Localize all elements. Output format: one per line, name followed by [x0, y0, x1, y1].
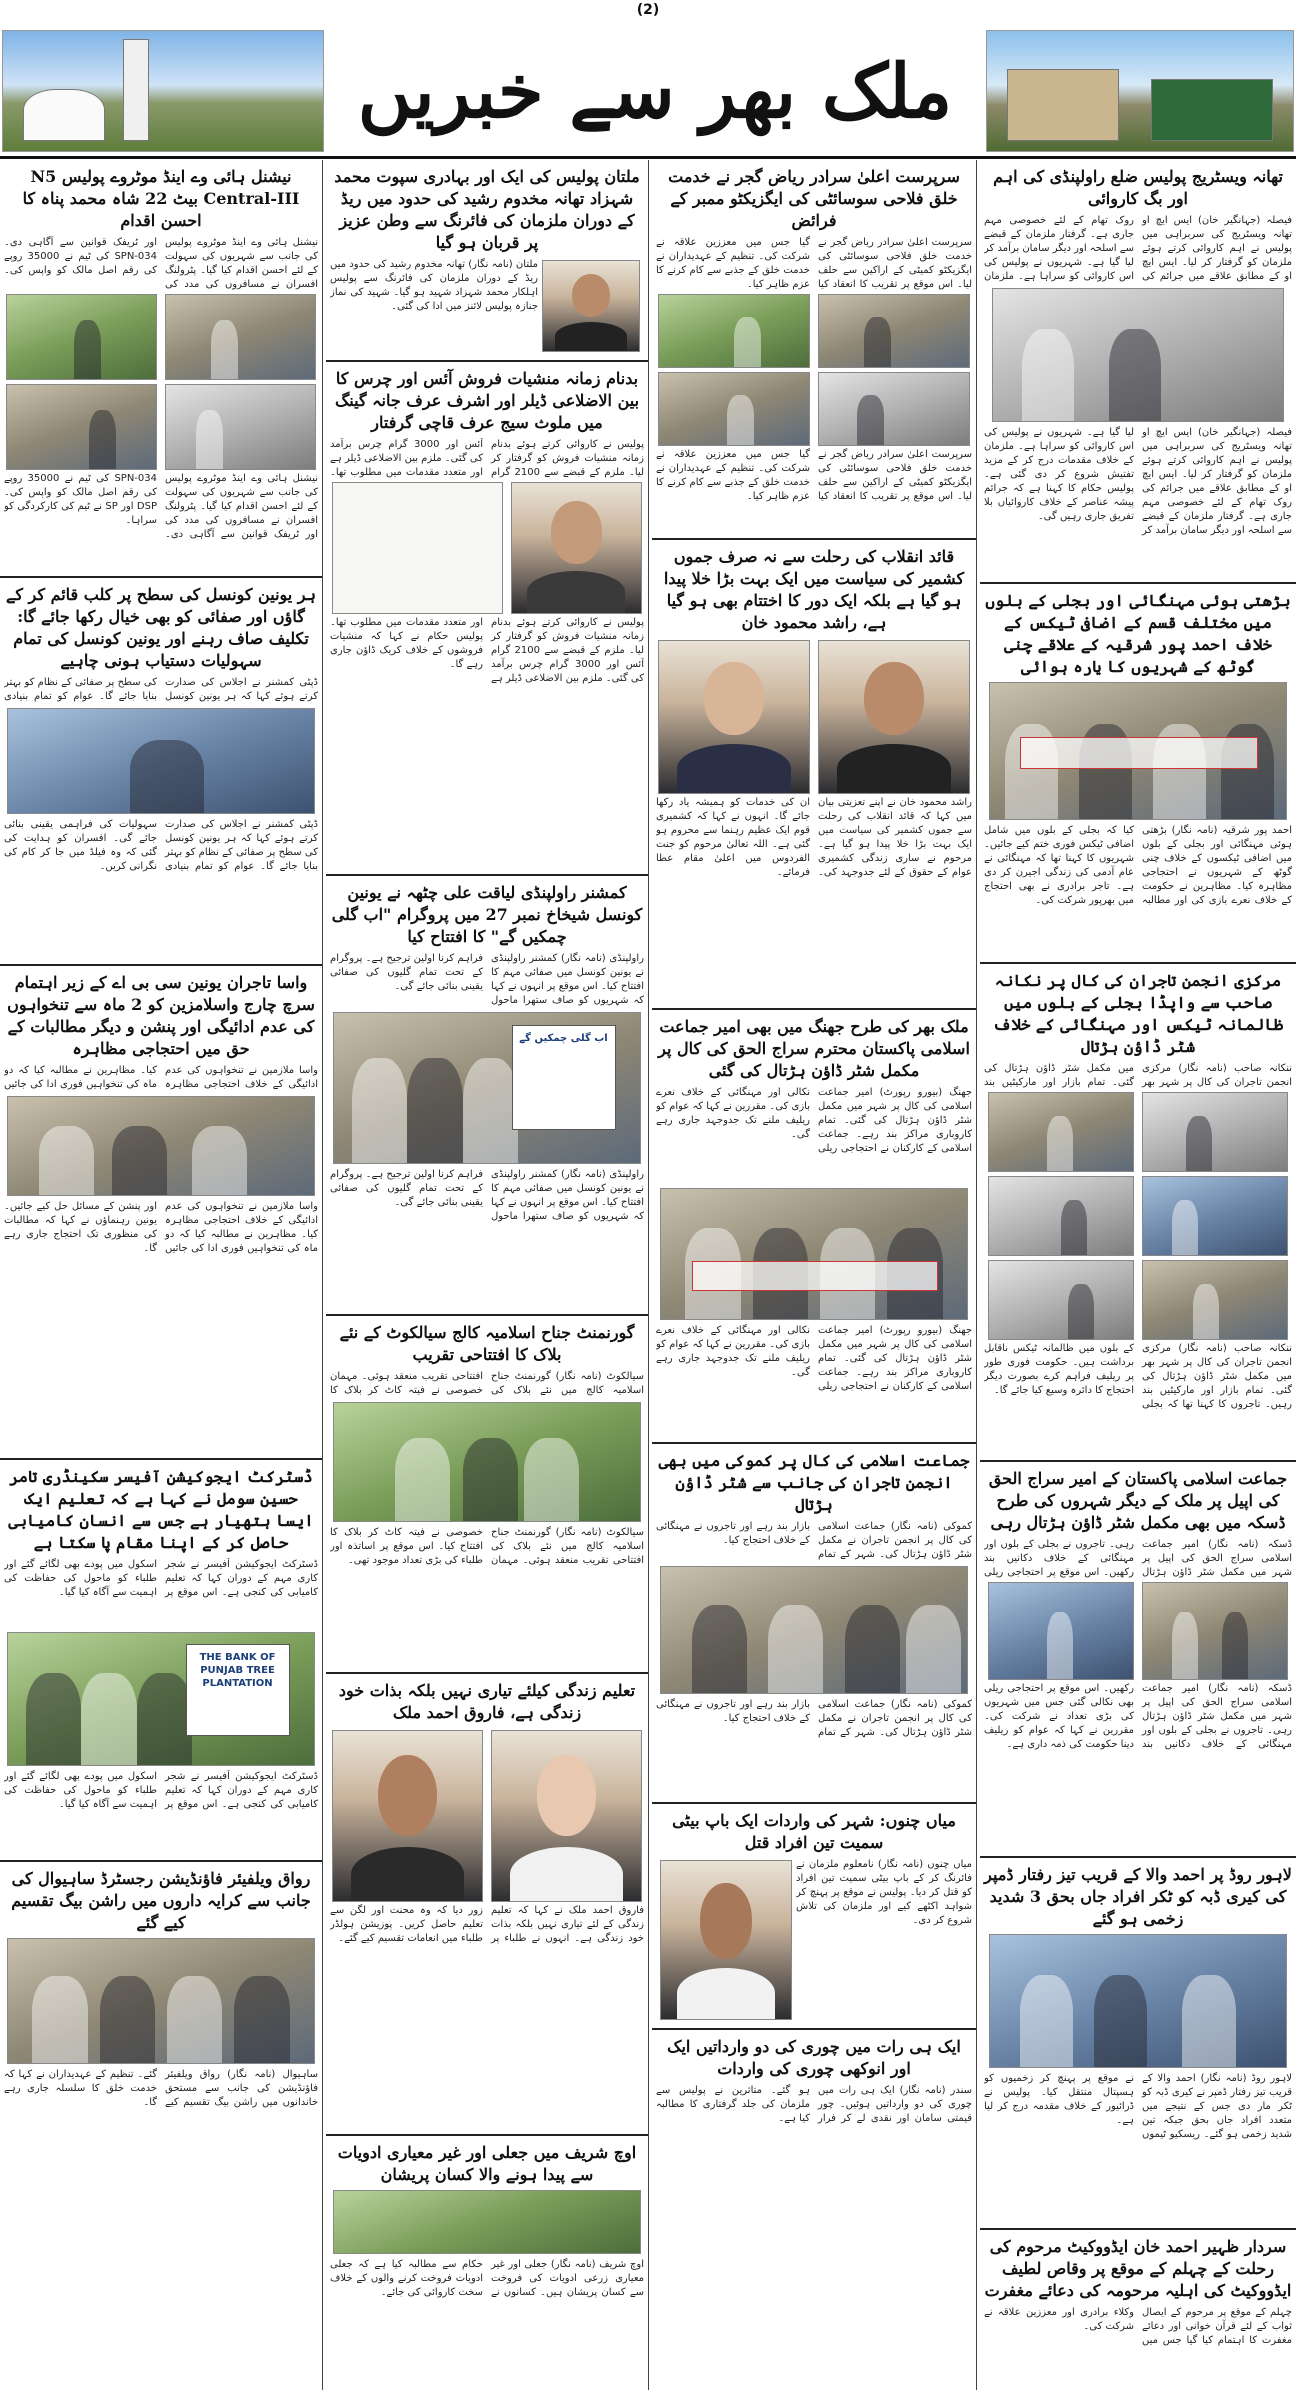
story-c1-2: [980, 584, 1296, 964]
story-c2-2: [652, 540, 976, 1010]
story-body: چہلم کے موقع پر مرحوم کے ایصال ثواب کے لئے قرآن خوانی اور دعائے مغفرت کا اہتمام کیا گیا جس میں وکلاء برادری اور معززین علاقہ نے شرکت کی۔: [984, 2307, 1292, 2346]
masthead-title: ملک بھر سے خبریں: [357, 49, 953, 135]
story-body: راولپنڈی (نامہ نگار) کمشنر راولپنڈی نے یونین کونسل میں صفائی مہم کا افتتاح کیا۔ اس موقع پر انہوں نے کہا کہ شہریوں کو صاف ستھرا ماحول فراہم کرنا اولین ترجیح ہے۔ پروگرام کے تحت تمام گلیوں کی صفائی یقینی بنائی جائے گی۔: [330, 953, 644, 1006]
story-c2-6: [652, 2030, 976, 2230]
story-photo: [1142, 1582, 1288, 1680]
story-body-cont: واسا ملازمین نے تنخواہوں کی عدم ادائیگی کے خلاف احتجاجی مظاہرہ کیا۔ مظاہرین نے مطالبہ کیا کہ دو ماہ کی تنخواہیں فوری ادا کی جائیں اور پنشن کے مسائل حل کیے جائیں۔ یونین رہنماؤں نے کہا کہ مطالبات کی منظوری تک احتجاج جاری رہے گا۔: [4, 1201, 318, 1254]
story-photo: [989, 682, 1287, 820]
story-body-cont: ڈسکہ (نامہ نگار) امیر جماعت اسلامی سراج الحق کی اپیل پر شہر میں مکمل شٹر ڈاؤن ہڑتال رہی۔ تاجروں نے بجلی کے بلوں اور مہنگائی کے خلاف دکانیں بند رکھیں۔ اس موقع پر احتجاجی ریلی بھی نکالی گئی جس میں شہریوں کی بڑی تعداد نے شرکت کی۔ مقررین نے کہا کہ عوام کو ریلیف دینا حکومت کی ذمہ داری ہے۔: [984, 1683, 1292, 1750]
headline: بدنام زمانہ منشیات فروش آئس اور چرس کا بین الاضلاعی ڈیلر اور اشرف عرف جانہ گینگ میں ملوث سیج عرف قاچی گرفتار: [334, 369, 640, 432]
portrait-photo: [818, 640, 970, 794]
headline: ملک بھر کی طرح جھنگ میں بھی امیر جماعت اسلامی پاکستان محترم سراج الحق کی کال پر مکمل شٹر ڈاؤن ہڑتال کی گئی: [658, 1017, 970, 1080]
story-c1-4: [980, 1462, 1296, 1858]
headline: تعلیم زندگی کیلئے تیاری نہیں بلکہ بذات خود زندگی ہے، فاروق احمد ملک: [338, 1681, 636, 1722]
story-photo: [658, 294, 810, 368]
headline: قائد انقلاب کی رحلت سے نہ صرف جموں کشمیر کی سیاست میں ایک بہت بڑا خلا پیدا ہو گیا ہے بلکہ ایک دور کا اختتام بھی ہو گیا ہے، راشد محمود خان: [663, 547, 965, 632]
headline: لاہور روڈ پر احمد والا کے قریب تیز رفتار ڈمپر کی کیری ڈبہ کو ٹکر افراد جاں بحق 3 شدید زخمی ہو گئے: [984, 1865, 1292, 1928]
story-c4-5: [0, 1862, 322, 2200]
story-photo: [6, 294, 157, 380]
story-photo: [7, 1096, 315, 1196]
headline: سردار ظہیر احمد خان ایڈووکیٹ مرحوم کی رحلت کے چہلم کے موقع پر وقاص لطیف ایڈووکیٹ کی اہلیہ مرحومہ کی دعائے مغفرت: [984, 2237, 1292, 2300]
portrait-photo: [491, 1730, 642, 1902]
story-c1-3: [980, 964, 1296, 1462]
story-c4-2: [0, 578, 322, 966]
story-body-cont: ڈسٹرکٹ ایجوکیشن آفیسر نے شجر کاری مہم کے دوران کہا کہ تعلیم کامیابی کی کنجی ہے۔ اس موقع پر اسکول میں پودے بھی لگائے گئے اور طلباء کو ماحول کی حفاظت کی اہمیت سے آگاہ کیا گیا۔: [4, 1771, 318, 1810]
story-body: فاروق احمد ملک نے کہا کہ تعلیم زندگی کے لئے تیاری نہیں بلکہ بذات خود زندگی ہے۔ انہوں نے طلباء پر زور دیا کہ وہ محنت اور لگن سے تعلیم حاصل کریں۔ پوزیشن ہولڈر طلباء میں انعامات تقسیم کیے گئے۔: [330, 1905, 644, 1944]
portrait-photo: [332, 1730, 483, 1902]
headline: مرکزی انجمن تاجران کی کال پر نکانہ صاحب سے واپڈا بجلی کے بلوں میں ظالمانہ ٹیکس اور مہنگائی کے خلاف شٹر ڈاؤن ہڑتال: [992, 971, 1284, 1056]
portrait-photo: [660, 1860, 792, 2020]
headline: سرپرست اعلیٰ سرادر ریاض گجر نے خدمت خلق فلاحی سوسائٹی کی ایگزیکٹو ممبر کے فرائض: [668, 167, 960, 230]
ceremony-plaque: اب گلی چمکیں گے: [512, 1025, 616, 1130]
story-photo: [988, 1582, 1134, 1680]
story-photo: [992, 288, 1284, 422]
story-photo: [818, 372, 970, 446]
story-body-cont: سیالکوٹ (نامہ نگار) گورنمنٹ جناح اسلامیہ کالج میں نئے بلاک کی افتتاحی تقریب منعقد ہوئی۔ مہمان خصوصی نے فیتہ کاٹ کر بلاک کا افتتاح کیا۔ اس موقع پر اساتذہ اور طلباء کی بڑی تعداد موجود تھی۔: [330, 1527, 644, 1566]
story-body: احمد پور شرقیہ (نامہ نگار) بڑھتی ہوئی مہنگائی اور بجلی کے بلوں میں اضافی ٹیکسوں کے خلاف چنی گوٹھ کے شہریوں نے احتجاجی مظاہرہ کیا۔ مظاہرین نے حکومت کے خلاف نعرے بازی کی اور مطالبہ کیا کہ بجلی کے بلوں میں شامل اضافی ٹیکس فوری ختم کیے جائیں۔ شہریوں کا کہنا تھا کہ مہنگائی نے عام آدمی کی زندگی اجیرن کر دی ہے۔ تاجر برادری نے بھی احتجاج میں بھرپور شرکت کی۔: [984, 825, 1292, 906]
story-body: فیصلہ (جہانگیر خان) ایس ایچ او تھانہ ویسٹریج کی سربراہی میں پولیس نے اہم کاروائی کرتے ہوئے ملزمان کو گرفتار کر لیا۔ ایس ایچ او کے مطابق علاقے میں جرائم کی روک تھام کے لئے خصوصی مہم جاری ہے۔ گرفتار ملزمان کے قبضے سے اسلحہ اور دیگر سامان برآمد کر لیا گیا ہے۔ شہریوں نے پولیس کی اس کاروائی کو سراہا ہے۔ ملزمان: [984, 215, 1292, 282]
story-body-cont: جھنگ (بیورو رپورٹ) امیر جماعت اسلامی کی کال پر شہر میں مکمل شٹر ڈاؤن ہڑتال کی گئی۔ تمام کاروباری مراکز بند رہے۔ جماعت اسلامی کے کارکنان نے احتجاجی ریلی نکالی اور مہنگائی کے خلاف نعرے بازی کی۔ مقررین نے کہا کہ عوام کو ریلیف ملنے تک جدوجہد جاری رہے گی۔: [656, 1325, 972, 1392]
story-body: ملتان (نامہ نگار) تھانہ مخدوم رشید کی حدود میں ریڈ کے دوران ملزمان کی فائرنگ سے پولیس اہلکار محمد شہزاد شہید ہو گیا۔ شہید کی نماز جنازہ پولیس لائنز میں ادا کی گئی۔: [330, 259, 538, 312]
story-c4-4: [0, 1460, 322, 1862]
masthead-right-photo: [986, 30, 1294, 152]
document-photo: [332, 482, 503, 614]
story-body-cont: سرپرست اعلیٰ سرادر ریاض گجر نے خدمت خلق فلاحی سوسائٹی کی ایگزیکٹو کمیٹی کے اراکین سے حلف لیا۔ اس موقع پر تقریب کا انعقاد کیا گیا جس میں معززین علاقہ نے شرکت کی۔ تنظیم کے عہدیداران نے خدمت خلق کے جذبے سے کام کرنے کا عزم ظاہر کیا۔: [656, 449, 972, 502]
headline: نیشنل ہائی وے اینڈ موٹروے پولیس N5 Central-III بیٹ 22 شاہ محمد پناہ کا احسن اقدام: [22, 167, 300, 230]
portrait-photo: [542, 260, 640, 352]
page-number: (2): [636, 2, 660, 18]
headline: واسا تاجران یونین سی بی اے کے زیر اہتمام سرچ چارج واسلامزین کو 2 ماہ سے تنخواہوں کی عدم ادائیگی اور پنشن و دیگر مطالبات کے حق میں احتجاجی مظاہرہ: [7, 973, 315, 1058]
story-body-cont: فیصلہ (جہانگیر خان) ایس ایچ او تھانہ ویسٹریج کی سربراہی میں پولیس نے اہم کاروائی کرتے ہوئے ملزمان کو گرفتار کر لیا۔ ایس ایچ او کے مطابق علاقے میں جرائم کی روک تھام کے لئے خصوصی مہم جاری ہے۔ گرفتار ملزمان کے قبضے سے اسلحہ اور دیگر سامان برآمد کر لیا گیا ہے۔ شہریوں نے پولیس کی اس کاروائی کو سراہا ہے۔ ملزمان کے خلاف مقدمات درج کر کے مزید تفتیش شروع کر دی گئی ہے۔ پولیس حکام کا کہنا ہے کہ جرائم پیشہ عناصر کے خلاف کاروائیاں بلا تفریق جاری رہیں گی۔: [984, 427, 1292, 536]
story-photo: [989, 1934, 1287, 2068]
news-columns: [0, 160, 1296, 2390]
story-photo: [1142, 1176, 1288, 1256]
story-c2-5: [652, 1804, 976, 2030]
headline: میاں چنوں: شہر کی واردات ایک باپ بیٹی سمیت تین افراد قتل: [672, 1811, 956, 1852]
story-body: ڈپٹی کمشنر نے اجلاس کی صدارت کرتے ہوئے کہا کہ ہر یونین کونسل کی سطح پر صفائی کے نظام کو بہتر بنایا جائے گا۔ عوام کو تمام بنیادی: [4, 677, 318, 702]
story-body: ڈسٹرکٹ ایجوکیشن آفیسر نے شجر کاری مہم کے دوران کہا کہ تعلیم کامیابی کی کنجی ہے۔ اس موقع پر اسکول میں پودے بھی لگائے گئے اور طلباء کو ماحول کی حفاظت کی اہمیت سے آگاہ کیا گیا۔: [4, 1559, 318, 1598]
story-body: میاں چنوں (نامہ نگار) نامعلوم ملزمان نے فائرنگ کر کے باپ بیٹی سمیت تین افراد کو قتل کر دیا۔ پولیس نے موقع پر پہنچ کر شواہد اکٹھے کیے اور ملزمان کی تلاش شروع کر دی۔: [796, 1859, 972, 1926]
story-body-cont: ننکانہ صاحب (نامہ نگار) مرکزی انجمن تاجران کی کال پر شہر بھر میں مکمل شٹر ڈاؤن ہڑتال کی گئی۔ تمام بازار اور مارکیٹیں بند رہیں۔ تاجروں کا کہنا تھا کہ بجلی کے بلوں میں ظالمانہ ٹیکس ناقابل برداشت ہیں۔ حکومت فوری طور پر ریلیف فراہم کرے بصورت دیگر احتجاج کا دائرہ وسیع کیا جائے گا۔: [984, 1343, 1292, 1410]
story-body: نیشنل ہائی وے اینڈ موٹروے پولیس کی جانب سے شہریوں کی سہولت کے لئے احسن اقدام کیا گیا۔ پٹرولنگ افسران نے مسافروں کی مدد کی اور ٹریفک قوانین سے آگاہی دی۔ SPN-034 کی ٹیم نے 35000 روپے کی رقم اصل مالک کو واپس کی۔: [4, 237, 318, 290]
story-c1-6: [980, 2230, 1296, 2390]
story-body: سرپرست اعلیٰ سرادر ریاض گجر نے خدمت خلق فلاحی سوسائٹی کی ایگزیکٹو کمیٹی کے اراکین سے حلف لیا۔ اس موقع پر تقریب کا انعقاد کیا گیا جس میں معززین علاقہ نے شرکت کی۔ تنظیم کے عہدیداران نے خدمت خلق کے جذبے سے کام کرنے کا عزم ظاہر کیا۔: [656, 237, 972, 290]
story-photo: [660, 1188, 968, 1320]
story-photo: [165, 294, 316, 380]
story-c4-3: [0, 966, 322, 1460]
story-c3-5: [326, 1674, 648, 2136]
headline: تھانہ ویسٹریج پولیس ضلع راولپنڈی کی اہم اور بگ کاروائی: [993, 167, 1283, 208]
story-body-cont: پولیس نے کاروائی کرتے ہوئے بدنام زمانہ منشیات فروش کو گرفتار کر لیا۔ ملزم کے قبضے سے 2100 گرام آئس اور 3000 گرام چرس برآمد کی گئی۔ ملزم بین الاضلاعی ڈیلر ہے اور متعدد مقدمات میں مطلوب تھا۔ پولیس حکام نے کہا کہ منشیات فروشوں کے خلاف کریک ڈاؤن جاری رہے گا۔: [330, 617, 644, 684]
story-photo: [333, 1402, 641, 1522]
headline: جماعت اسلامی پاکستان کے امیر سراج الحق کی اپیل پر ملک کے دیگر شہروں کی طرح ڈسکہ میں بھی مکمل شٹر ڈاؤن ہڑتال رہی: [988, 1469, 1288, 1532]
story-body: راشد محمود خان نے اپنے تعزیتی بیان میں کہا کہ قائد انقلاب کی رحلت سے جموں کشمیر کی سیاست میں ایک بہت بڑا خلا پیدا ہو گیا ہے۔ مرحوم نے ساری زندگی کشمیری عوام کے حقوق کے لئے جدوجہد کی۔ ان کی خدمات کو ہمیشہ یاد رکھا جائے گا۔ انہوں نے کہا کہ کشمیری قوم ایک عظیم رہنما سے محروم ہو گئی ہے۔ اللہ تعالیٰ مرحوم کو جنت الفردوس میں اعلیٰ مقام عطا فرمائے۔: [656, 797, 972, 878]
story-body: ساہیوال (نامہ نگار) رواق ویلفیئر فاؤنڈیشن کی جانب سے مستحق خاندانوں میں راشن بیگ تقسیم کیے گئے۔ تنظیم کے عہدیداران نے کہا کہ خدمت خلق کا سلسلہ جاری رہے گا۔: [4, 2069, 318, 2108]
story-photo: [988, 1092, 1134, 1172]
column-3: [326, 160, 649, 2390]
story-photo: [333, 2190, 641, 2254]
column-2: [652, 160, 977, 2390]
story-c3-6: [326, 2136, 648, 2390]
story-photo: [165, 384, 316, 470]
headline: ہر یونین کونسل کی سطح پر کلب قائم کر کے گاؤں اور صفائی کو بھی خیال رکھا جائے گا: تکلیف صاف رہنے اور یونین کونسل کی تمام سہولیات دستیاب ہونی چاہیے: [5, 585, 317, 670]
headline: جماعت اسلامی کی کال پر کموکی میں بھی انجمن تاجران کی جانب سے شٹر ڈاؤن ہڑتال: [658, 1451, 970, 1514]
story-photo: [818, 294, 970, 368]
bank-banner: THE BANK OF PUNJAB TREE PLANTATION: [186, 1644, 290, 1736]
masthead-left-photo: [2, 30, 324, 152]
story-body-cont: نیشنل ہائی وے اینڈ موٹروے پولیس کی جانب سے شہریوں کی سہولت کے لئے احسن اقدام کیا گیا۔ پٹرولنگ افسران نے مسافروں کی مدد کی اور ٹریفک قوانین سے آگاہی دی۔ SPN-034 کی ٹیم نے 35000 روپے کی رقم اصل مالک کو واپس کی۔ DSP اور SP نے ٹیم کی کارکردگی کو سراہا۔: [4, 473, 318, 540]
story-body: ڈسکہ (نامہ نگار) امیر جماعت اسلامی سراج الحق کی اپیل پر شہر میں مکمل شٹر ڈاؤن ہڑتال رہی۔ تاجروں نے بجلی کے بلوں اور مہنگائی کے خلاف دکانیں بند رکھیں۔ اس موقع پر احتجاجی ریلی: [984, 1539, 1292, 1578]
story-body-cont: راولپنڈی (نامہ نگار) کمشنر راولپنڈی نے یونین کونسل میں صفائی مہم کا افتتاح کیا۔ اس موقع پر انہوں نے کہا کہ شہریوں کو صاف ستھرا ماحول فراہم کرنا اولین ترجیح ہے۔ پروگرام کے تحت تمام گلیوں کی صفائی یقینی بنائی جائے گی۔: [330, 1169, 644, 1222]
story-c1-1: [980, 160, 1296, 584]
story-c3-2: [326, 362, 648, 876]
story-body: لاہور روڈ (نامہ نگار) احمد والا کے قریب تیز رفتار ڈمپر نے کیری ڈبہ کو ٹکر مار دی جس کے نتیجے میں متعدد افراد جاں بحق جبکہ تین شدید زخمی ہو گئے۔ ریسکیو ٹیموں نے موقع پر پہنچ کر زخمیوں کو ہسپتال منتقل کیا۔ پولیس نے ڈرائیور کے خلاف مقدمہ درج کر لیا ہے۔: [984, 2073, 1292, 2140]
story-photo: [988, 1260, 1134, 1340]
story-body: کموکی (نامہ نگار) جماعت اسلامی کی کال پر انجمن تاجران نے مکمل شٹر ڈاؤن ہڑتال کی۔ شہر کے تمام بازار بند رہے اور تاجروں نے مہنگائی کے خلاف احتجاج کیا۔: [656, 1521, 972, 1560]
headline: گورنمنٹ جناح اسلامیہ کالج سیالکوٹ کے نئے بلاک کا افتتاحی تقریب: [339, 1323, 635, 1364]
story-photo: [333, 1012, 641, 1164]
story-photo: [7, 1938, 315, 2064]
portrait-photo: [658, 640, 810, 794]
story-body: سیالکوٹ (نامہ نگار) گورنمنٹ جناح اسلامیہ کالج میں نئے بلاک کی افتتاحی تقریب منعقد ہوئی۔ مہمان خصوصی نے فیتہ کاٹ کر بلاک کا: [330, 1371, 644, 1396]
column-4: [0, 160, 323, 2390]
headline: کمشنر راولپنڈی لیاقت علی چٹھہ نے یونین کونسل شیخاخ نمبر 27 میں پروگرام "اب گلی چمکیں گے" کا افتتاح کیا: [331, 883, 643, 946]
story-photo: [660, 1566, 968, 1694]
story-body: ننکانہ صاحب (نامہ نگار) مرکزی انجمن تاجران کی کال پر شہر بھر میں مکمل شٹر ڈاؤن ہڑتال کی گئی۔ تمام بازار اور مارکیٹیں بند: [984, 1063, 1292, 1088]
story-c1-5: [980, 1858, 1296, 2230]
story-photo: [1142, 1260, 1288, 1340]
headline: ملتان پولیس کی ایک اور بہادری سپوت محمد شہزاد تھانہ مخدوم رشید کی حدود میں ریڈ کے دوران ملزمان کی فائرنگ سے وطن عزیز پر قربان ہو گیا: [334, 167, 640, 252]
portrait-photo: [511, 482, 642, 614]
headline: اوچ شریف میں جعلی اور غیر معیاری ادویات سے پیدا ہونے والا کسان پریشان: [337, 2143, 637, 2184]
headline: ڈسٹرکٹ ایجوکیشن آفیسر سکینڈری تامر حسین سومل نے کہا ہے کہ تعلیم ایک ایسا ہتھیار ہے جس سے انسان کامیابی حاصل کر کے اپنا مقام پا سکتا ہے: [8, 1467, 314, 1552]
story-body: پولیس نے کاروائی کرتے ہوئے بدنام زمانہ منشیات فروش کو گرفتار کر لیا۔ ملزم کے قبضے سے 2100 گرام آئس اور 3000 گرام چرس برآمد کی گئی۔ ملزم بین الاضلاعی ڈیلر ہے اور متعدد مقدمات میں مطلوب تھا۔: [330, 439, 644, 478]
story-photo: [6, 384, 157, 470]
headline: ایک ہی رات میں چوری کی دو وارداتیں ایک اور انوکھی چوری کی واردات: [667, 2037, 961, 2078]
story-photo: [658, 372, 810, 446]
story-c2-3: [652, 1010, 976, 1444]
headline: بڑھتی ہوئی مہنگائی اور بجلی کے بلوں میں مختلف قسم کے اضافی ٹیکس کے خلاف احمد پور شرقیہ کے علاقے چنی گوٹھ کے شہریوں کا یارہ ہوائی: [985, 591, 1291, 676]
story-photo: [988, 1176, 1134, 1256]
masthead: [0, 24, 1296, 159]
story-photo: [7, 708, 315, 814]
story-c2-4: [652, 1444, 976, 1804]
story-body: سندر (نامہ نگار) ایک ہی رات میں چوری کی دو وارداتیں ہوئیں۔ چور قیمتی سامان اور نقدی لے کر فرار ہو گئے۔ متاثرین نے پولیس سے ملزمان کی جلد گرفتاری کا مطالبہ کیا ہے۔: [656, 2085, 972, 2124]
story-photo: [1142, 1092, 1288, 1172]
story-c3-4: [326, 1316, 648, 1674]
story-c4-1: [0, 160, 322, 578]
story-body: اوچ شریف (نامہ نگار) جعلی اور غیر معیاری زرعی ادویات کی فروخت سے کسان پریشان ہیں۔ کسانوں نے حکام سے مطالبہ کیا ہے کہ جعلی ادویات فروخت کرنے والوں کے خلاف سخت کاروائی کی جائے۔: [330, 2259, 644, 2298]
story-photo: [7, 1632, 315, 1766]
column-1: [980, 160, 1296, 2390]
story-c3-1: [326, 160, 648, 362]
headline: رواق ویلفیئر فاؤنڈیشن رجسٹرڈ ساہیوال کی جانب سے کرایہ داروں میں راشن بیگ تقسیم کیے گئے: [11, 1869, 311, 1932]
story-body: واسا ملازمین نے تنخواہوں کی عدم ادائیگی کے خلاف احتجاجی مظاہرہ کیا۔ مظاہرین نے مطالبہ کیا کہ دو ماہ کی تنخواہیں فوری ادا کی جائیں: [4, 1065, 318, 1090]
story-c3-3: [326, 876, 648, 1316]
story-c2-1: [652, 160, 976, 540]
story-body-cont: کموکی (نامہ نگار) جماعت اسلامی کی کال پر انجمن تاجران نے مکمل شٹر ڈاؤن ہڑتال کی۔ شہر کے تمام بازار بند رہے اور تاجروں نے مہنگائی کے خلاف احتجاج کیا۔: [656, 1699, 972, 1738]
story-body: جھنگ (بیورو رپورٹ) امیر جماعت اسلامی کی کال پر شہر میں مکمل شٹر ڈاؤن ہڑتال کی گئی۔ تمام کاروباری مراکز بند رہے۔ جماعت اسلامی کے کارکنان نے احتجاجی ریلی نکالی اور مہنگائی کے خلاف نعرے بازی کی۔ مقررین نے کہا کہ عوام کو ریلیف ملنے تک جدوجہد جاری رہے گی۔: [656, 1087, 972, 1154]
story-body-cont: ڈپٹی کمشنر نے اجلاس کی صدارت کرتے ہوئے کہا کہ ہر یونین کونسل کی سطح پر صفائی کے نظام کو بہتر بنایا جائے گا۔ عوام کو تمام بنیادی سہولیات کی فراہمی یقینی بنائی جائے گی۔ افسران کو ہدایت کی گئی کہ وہ فیلڈ میں جا کر کام کی نگرانی کریں۔: [4, 819, 318, 872]
